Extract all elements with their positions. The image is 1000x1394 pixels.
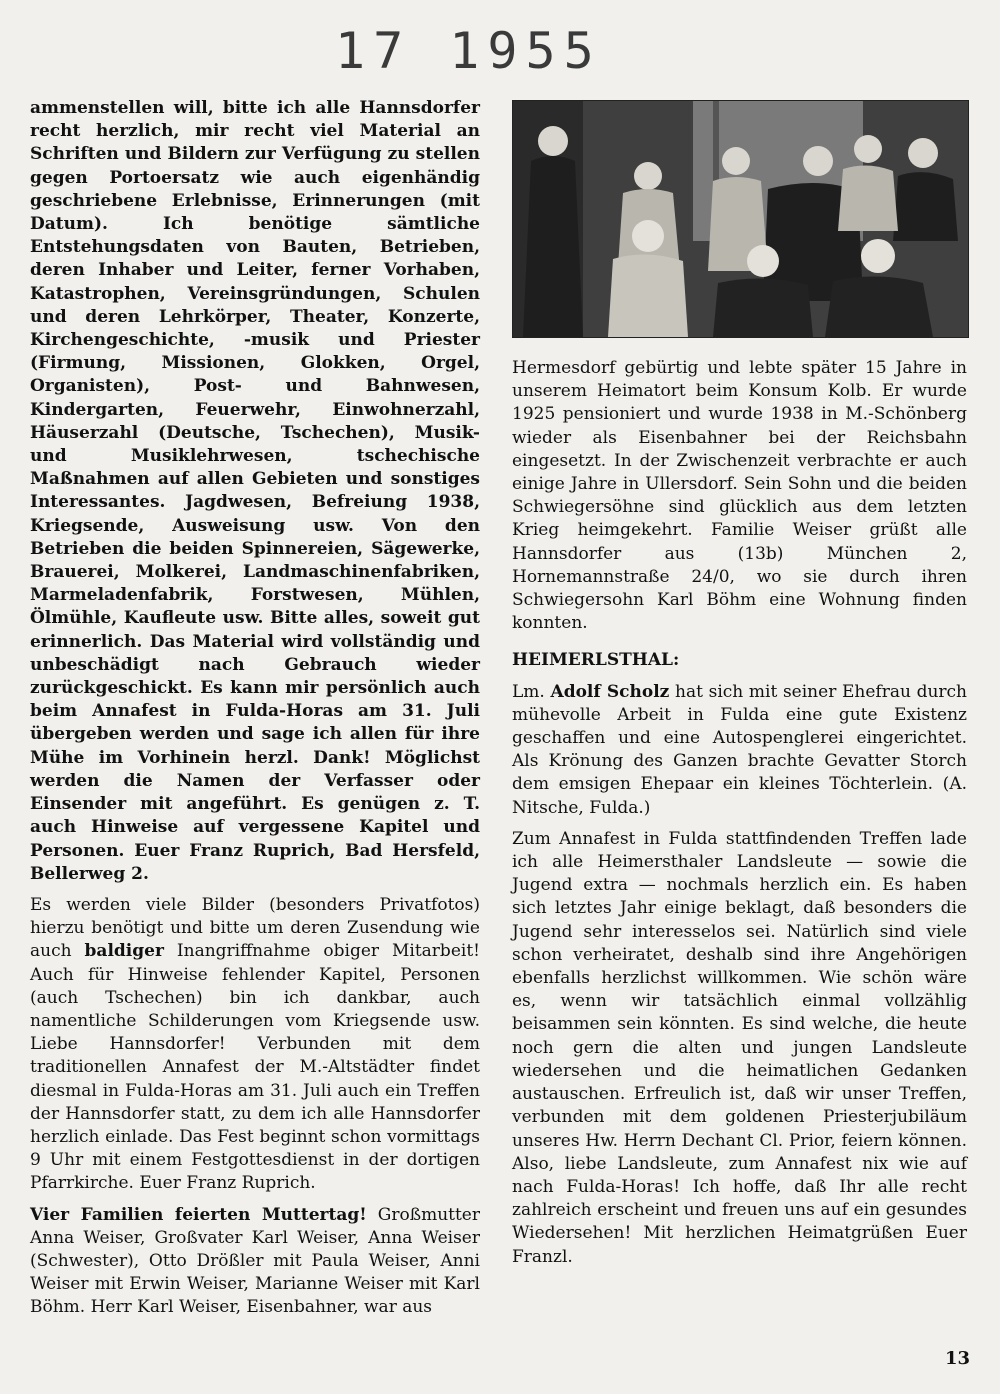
right-column xyxy=(512,357,967,1277)
annafest-invitation-paragraph: Zum Annafest in Fulda stattfindenden Treffen lade ich alle Heimersthaler Landsleute — sowie die Jugend extra — nochmals herzlich ein. Es haben sich letztes Jahr einige beklagt, daß besonders die Jugend sehr interesselos sei. Natürlich sind viele schon verheiratet, deshalb sind ihre Angehörigen ebenfalls herzlichst willkommen. Wie schön wäre es, wenn wir tatsächlich einmal vollzählig beisammen sein könnten. Es sind welche, die heute noch gern die alten und jungen Landsleute wiedersehen und die heimatlichen Gedanken austauschen. Erfreulich ist, daß wir unser Treffen, verbunden mit dem goldenen Priesterjubiläum unseres Hw. Herrn Dechant Cl. Prior, feiern können. Also, liebe Landsleute, zum Annafest nix wie auf nach Fulda-Horas! Ich hoffe, daß Ihr alle recht zahlreich erscheint und freuen uns auf ein gesundes Wiedersehen! Mit herzlichen Heimatgrüßen Euer Franzl. xyxy=(512,828,967,1267)
section-heading-heimerlsthal: HEIMERLSTHAL: xyxy=(512,650,680,671)
date-stamp: 17 1955 xyxy=(335,22,602,80)
scholz-paragraph: Lm. Adolf Scholz hat sich mit seiner Ehefrau durch mühevolle Arbeit in Fulda eine gute Existenz geschaffen und eine Autospenglerei eingerichtet. Als Krönung des Ganzen brachte Gevatter Storch dem emsigen Ehepaar ein kleines Töchterlein. (A. Nitsche, Fulda.) xyxy=(512,681,968,818)
photos-request-paragraph: Es werden viele Bilder (besonders Privatfotos) hierzu benötigt und bitte um deren Zusendung wie auch baldiger Inangriffnahme obiger Mitarbeit! Auch für Hinweise fehlender Kapitel, Personen (auch Tschechen) bin ich dankbar, auch namentliche Schilderungen vom Kriegsende usw. Liebe Hannsdorfer! Verbunden mit dem traditionellen Annafest der M.-Altstädter findet diesmal in Fulda-Horas am 31. Juli auch ein Treffen der Hannsdorfer statt, zu dem ich alle Hannsdorfer herzlich einlade. Das Fest beginnt schon vormittags 9 Uhr mit einem Festgottesdienst in der dortigen Pfarrkirche. Euer Franz Ruprich. xyxy=(30,894,480,1194)
left-column xyxy=(30,97,480,1328)
appeal-paragraph: ammenstellen will, bitte ich alle Hannsdorfer recht herzlich, mir recht viel Material an Schriften und Bildern zur Verfügung zu stellen gegen Portoersatz wie auch eigenhändig geschriebene Erlebnisse, Erinnerungen (mit Datum). Ich benötige sämtliche Entstehungsdaten von Bauten, Betrieben, deren Inhaber und Leiter, ferner Vorhaben, Katastrophen, Vereinsgründungen, Schulen und deren Lehrkörper, Theater, Konzerte, Kirchengeschichte, -musik und Priester (Firmung, Missionen, Glokken, Orgel, Organisten), Post- und Bahnwesen, Kindergarten, Feuerwehr, Einwohnerzahl, Häuserzahl (Deutsche, Tschechen), Musik- und Musiklehrwesen, tschechische Maßnahmen auf allen Gebieten und sonstiges Interessantes. Jagdwesen, Befreiung 1938, Kriegsende, Ausweisung usw. Von den Betrieben die beiden Spinnereien, Sägewerke, Brauerei, Molkerei, Landmaschinenfabriken, Marmeladenfabrik, Forstwesen, Mühlen, Ölmühle, Kaufleute usw. Bitte alles, soweit gut erinnerlich. Das Material wird vollständig und unbeschädigt nach Gebrauch wieder zurückgeschickt. Es kann mir persönlich auch beim Annafest in Fulda-Horas am 31. Juli übergeben werden und sage ich allen für ihre Mühe im Vorhinein herzl. Dank! Möglichst werden die Namen der Verfasser oder Einsender mit angeführt. Es genügen z. T. auch Hinweise auf vergessene Kapitel und Personen. Euer Franz Ruprich, Bad Hersfeld, Bellerweg 2. xyxy=(30,98,480,884)
page-number: 13 xyxy=(945,1348,971,1369)
family-photo-illustration xyxy=(513,101,968,337)
mothers-day-paragraph: Vier Familien feierten Muttertag! Großmutter Anna Weiser, Großvater Karl Weiser, Anna Weiser (Schwester), Otto Drößler mit Paula Weiser, Anni Weiser mit Erwin Weiser, Marianne Weiser mit Karl Böhm. Herr Karl Weiser, Eisenbahner, war aus xyxy=(30,1204,480,1318)
weiser-continuation-paragraph: Hermesdorf gebürtig und lebte später 15 Jahre in unserem Heimatort beim Konsum Kolb. Er wurde 1925 pensioniert und wurde 1938 in M.-Schönberg wieder als Eisenbahner bei der Reichsbahn eingesetzt. In der Zwischenzeit verbrachte er auch einige Jahre in Ullersdorf. Sein Sohn und die beiden Schwiegersöhne sind glücklich aus dem letzten Krieg heimgekehrt. Familie Weiser grüßt alle Hannsdorfer aus (13b) München 2, Hornemannstraße 24/0, wo sie durch ihren Schwiegersohn Karl Böhm eine Wohnung finden konnten. xyxy=(512,358,967,634)
family-photo xyxy=(512,100,969,338)
